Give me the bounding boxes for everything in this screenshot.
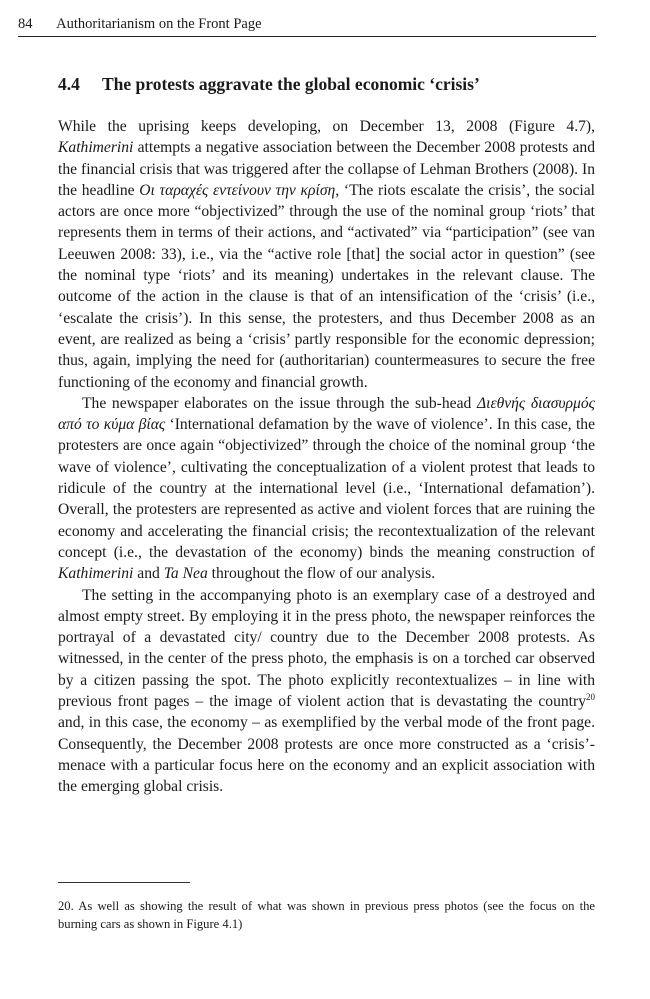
- p1-newspaper-name: Kathimerini: [58, 139, 134, 157]
- footnote-reference[interactable]: 20: [586, 691, 595, 702]
- paragraph-3: [58, 585, 595, 798]
- p1-text-1: While the uprising keeps developing, on December 13, 2008 (Figure 4.7),: [58, 118, 595, 135]
- running-head-title: Authoritarianism on the Front Page: [56, 16, 262, 32]
- section-number: 4.4: [58, 74, 80, 94]
- p2-newspaper-name-1: Kathimerini: [58, 565, 134, 583]
- p3-text-2: and, in this case, the economy – as exemplified by the verbal mode of the front page. Consequently, the December 2008 protests are once more constructed as a ‘crisis’-menace with a particular focus here on the economy and an explicit association with the emerging global crisis.: [58, 714, 595, 796]
- footnote-number: 20.: [58, 899, 74, 913]
- p2-text-4: throughout the flow of our analysis.: [207, 565, 436, 583]
- p2-text-2: ‘International defamation by the wave of violence’. In this case, the protesters are once again “objectivized” through the choice of the nominal group ‘the wave of violence’, cultivating the conceptualization of a violent protest that leads to ridicule of the country at the international level (i.e., ‘International defamation’). Overall, the protesters are represented as active and violent forces that are ruining the economy and accelerating the financial crisis; the recontextualization of the relevant concept (i.e., the devastation of the economy) binds the meaning construction of: [58, 416, 595, 561]
- p3-text-1: The setting in the accompanying photo is an exemplary case of a destroyed and almost empty street. By employing it in the press photo, the newspaper reinforces the portrayal of a devastated city/ country due to the December 2008 protests. As witnessed, in the center of the press photo, the emphasis is on a torched car observed by a citizen passing the spot. The photo explicitly recontextualizes – in line with previous front pages – the image of violent action that is devastating the country: [58, 586, 595, 711]
- p2-greek-subhead: Διεθνής διασυρμός από το κύμα βίας: [58, 394, 595, 434]
- footnote-divider: [58, 882, 190, 883]
- p1-greek-headline: Οι ταραχές εντείνουν την κρίση,: [139, 181, 340, 199]
- p1-text-3: ‘The riots escalate the crisis’, the social actors are once more “objectivized” through the use of the nominal group ‘riots’ that represents them in terms of their actions, and “activated” via “participation” (see van Leeuwen 2008: 33), i.e., via the “active role [that] the social actor in question” (see the nominal type ‘riots’ and its meaning) undertakes in the relevant clause. The outcome of the action in the clause is that of an intensification of the ‘crisis’ (i.e., ‘escalate the crisis’). In this sense, the protesters, and thus December 2008 as an event, are realized as being a ‘crisis’ partly responsible for the economic depression; thus, again, implying the need for (authoritarian) countermeasures to secure the free functioning of the economy and financial growth.: [58, 181, 596, 391]
- running-header: [18, 14, 596, 37]
- footnote-text: As well as showing the result of what was shown in previous press photos (see the focus on the burning cars as shown in Figure 4.1): [58, 899, 595, 931]
- footnote: [58, 897, 595, 933]
- paragraph-2: [58, 393, 595, 585]
- page-number: 84: [18, 16, 33, 32]
- p2-text-1: The newspaper elaborates on the issue through the sub-head: [82, 394, 477, 412]
- section-heading: [58, 72, 598, 96]
- p2-newspaper-name-2: Ta Nea: [163, 565, 208, 583]
- body-text: [58, 116, 595, 798]
- paragraph-1: [58, 116, 595, 393]
- section-title: The protests aggravate the global economic ‘crisis’: [102, 74, 480, 94]
- p2-text-3: and: [133, 565, 164, 583]
- p1-text-2: attempts a negative association between the December 2008 protests and the financial crisis that was triggered after the collapse of Lehman Brothers (2008). In the headline: [58, 139, 595, 199]
